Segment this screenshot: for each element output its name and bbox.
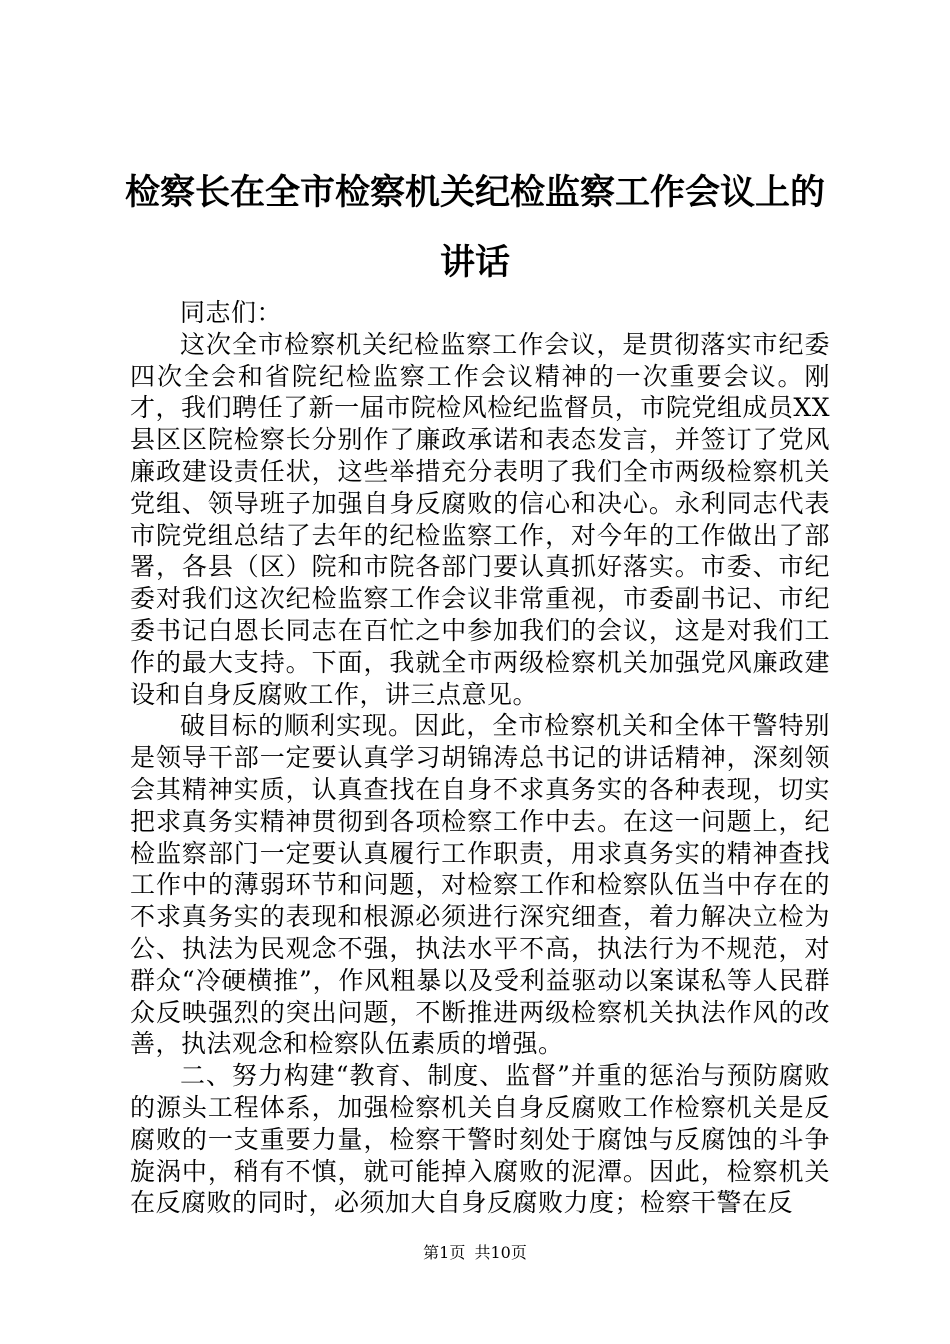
paragraph: 这次全市检察机关纪检监察工作会议，是贯彻落实市纪委四次全会和省院纪检监察工作会议精神的一次重要会议。刚才，我们聘任了新一届市院检风检纪监督员，市院党组成员XX县区区院检察长分别作了廉政承诺和表态发言，并签订了党风廉政建设责任状，这些举措充分表明了我们全市两级检察机关党组、领导班子加强自身反腐败的信心和决心。永利同志代表市院党组总结了去年的纪检监察工作，对今年的工作做出了部署，各县（区）院和市院各部门要认真抓好落实。市委、市纪委对我们这次纪检监察工作会议非常重视，市委副书记、市纪委书记白恩长同志在百忙之中参加我们的会议，这是对我们工作的最大支持。下面，我就全市两级检察机关加强党风廉政建设和自身反腐败工作，讲三点意见。 (130, 329, 830, 709)
page-total: 共10页 (474, 1243, 527, 1262)
salutation: 同志们： (180, 298, 283, 327)
paragraph: 破目标的顺利实现。因此，全市检察机关和全体干警特别是领导干部一定要认真学习胡锦涛总书记的讲话精神，深刻领会其精神实质，认真查找在自身不求真务实的各种表现，切实把求真务实精神贯彻到各项检察工作中去。在这一问题上，纪检监察部门一定要认真履行工作职责，用求真务实的精神查找工作中的薄弱环节和问题，对检察工作和检察队伍当中存在的不求真务实的表现和根源必须进行深究细查，着力解决立检为公、执法为民观念不强，执法水平不高，执法行为不规范，对群众“冷硬横推”，作风粗暴以及受利益驱动以案谋私等人民群众反映强烈的突出问题，不断推进两级检察机关执法作风的改善，执法观念和检察队伍素质的增强。 (130, 711, 830, 1059)
document-body (130, 297, 830, 1219)
page-footer (0, 1241, 950, 1265)
page-number: 第1页 (423, 1243, 466, 1262)
document-title: 检察长在全市检察机关纪检监察工作会议上的讲话 (124, 173, 825, 283)
paragraph: 二、努力构建“教育、制度、监督”并重的惩治与预防腐败的源头工程体系，加强检察机关自身反腐败工作检察机关是反腐败的一支重要力量，检察干警时刻处于腐蚀与反腐蚀的斗争旋涡中，稍有不慎，就可能掉入腐败的泥潭。因此，检察机关在反腐败的同时，必须加大自身反腐败力度；检察干警在反 (130, 1061, 830, 1218)
